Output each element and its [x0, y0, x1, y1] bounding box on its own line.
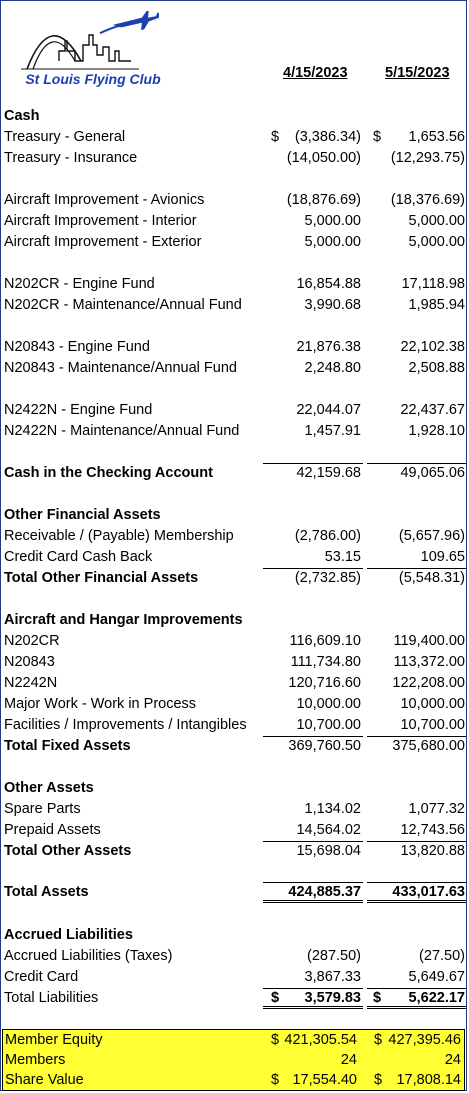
table-row — [1, 190, 468, 211]
subtotal-line — [367, 463, 466, 464]
table-row — [1, 967, 468, 988]
value-col-2: 1,653.56 — [408, 129, 465, 145]
value-col-2: (5,548.31) — [398, 570, 465, 586]
table-row — [1, 631, 468, 652]
value-col-2: 122,208.00 — [392, 675, 465, 691]
arch-skyline-icon — [19, 11, 159, 73]
subtotal-line — [367, 882, 466, 883]
value-col-1: 16,854.88 — [296, 276, 361, 292]
row-label: N2422N - Maintenance/Annual Fund — [4, 423, 240, 439]
value-col-1: 5,000.00 — [304, 213, 361, 229]
subtotal-line — [263, 882, 363, 883]
subtotal-line — [263, 463, 363, 464]
value-col-1: 424,885.37 — [288, 884, 361, 900]
value-col-1: (3,386.34) — [294, 129, 361, 145]
row-label: Accrued Liabilities (Taxes) — [4, 948, 173, 964]
value-col-2: (12,293.75) — [390, 150, 465, 166]
table-row — [1, 127, 468, 148]
value-col-2: (18,376.69) — [390, 192, 465, 208]
row-label: Aircraft Improvement - Avionics — [4, 192, 205, 208]
table-row — [1, 778, 468, 799]
row-label: Other Financial Assets — [4, 507, 161, 523]
value-col-2: 5,000.00 — [408, 234, 465, 250]
table-row — [1, 841, 468, 862]
value-col-2: 427,395.46 — [388, 1032, 461, 1048]
total-double-line — [367, 1006, 466, 1009]
value-col-2: 1,985.94 — [408, 297, 465, 313]
value-col-1: (2,732.85) — [294, 570, 361, 586]
row-label: Total Liabilities — [4, 990, 99, 1006]
row-label: Member Equity — [5, 1032, 103, 1048]
value-col-2: 10,000.00 — [400, 696, 465, 712]
currency-symbol: $ — [373, 990, 382, 1006]
row-label: Major Work - Work in Process — [4, 696, 197, 712]
value-col-1: 17,554.40 — [292, 1072, 357, 1088]
table-row — [1, 799, 468, 820]
value-col-2: 109.65 — [420, 549, 465, 565]
value-col-2: 119,400.00 — [393, 633, 465, 649]
club-logo — [19, 11, 159, 91]
row-label: Aircraft Improvement - Interior — [4, 213, 197, 229]
value-col-2: 5,000.00 — [408, 213, 465, 229]
table-row — [1, 925, 468, 946]
airplane-logo-icon — [98, 11, 159, 37]
value-col-1: (2,786.00) — [294, 528, 361, 544]
table-row — [3, 1030, 464, 1050]
table-row — [1, 148, 468, 169]
row-label: Share Value — [5, 1072, 84, 1088]
table-row — [1, 715, 468, 736]
total-double-line — [263, 1006, 363, 1009]
currency-symbol: $ — [271, 129, 280, 145]
table-row — [1, 568, 468, 589]
value-col-1: 42,159.68 — [296, 465, 361, 481]
value-col-1: 10,700.00 — [296, 717, 361, 733]
value-col-2: 10,700.00 — [400, 717, 465, 733]
table-row — [1, 232, 468, 253]
table-row — [1, 610, 468, 631]
table-row — [1, 400, 468, 421]
table-row — [1, 463, 468, 484]
row-label: N20843 - Engine Fund — [4, 339, 150, 355]
row-label: Spare Parts — [4, 801, 81, 817]
row-label: Total Other Financial Assets — [4, 570, 199, 586]
table-row — [1, 505, 468, 526]
value-col-1: 111,734.80 — [290, 654, 361, 670]
value-col-2: 22,437.67 — [400, 402, 465, 418]
table-row — [1, 547, 468, 568]
subtotal-line — [367, 736, 466, 737]
table-row — [3, 1050, 464, 1070]
value-col-1: 2,248.80 — [304, 360, 361, 376]
value-col-2: 1,928.10 — [408, 423, 465, 439]
value-col-2: 1,077.32 — [408, 801, 465, 817]
currency-symbol: $ — [373, 129, 382, 145]
table-row — [1, 421, 468, 442]
value-col-1: 3,579.83 — [304, 990, 361, 1006]
row-label: Aircraft Improvement - Exterior — [4, 234, 202, 250]
row-label: Receivable / (Payable) Membership — [4, 528, 234, 544]
table-row — [1, 652, 468, 673]
row-label: N202CR - Maintenance/Annual Fund — [4, 297, 242, 313]
table-row — [1, 820, 468, 841]
value-col-1: 120,716.60 — [288, 675, 361, 691]
value-col-1: (14,050.00) — [286, 150, 361, 166]
column-header-2: 5/15/2023 — [385, 65, 450, 81]
subtotal-line — [367, 841, 466, 842]
column-header-1: 4/15/2023 — [283, 65, 348, 81]
table-row — [1, 988, 468, 1009]
subtotal-line — [263, 568, 363, 569]
row-label: Credit Card — [4, 969, 79, 985]
value-col-1: 21,876.38 — [296, 339, 361, 355]
value-col-2: 17,808.14 — [396, 1072, 461, 1088]
value-col-2: (27.50) — [419, 948, 465, 964]
total-double-line — [263, 900, 363, 903]
currency-symbol: $ — [271, 990, 280, 1006]
value-col-1: (18,876.69) — [286, 192, 361, 208]
value-col-1: 421,305.54 — [284, 1032, 357, 1048]
value-col-2: 13,820.88 — [400, 843, 465, 859]
value-col-2: 113,372.00 — [393, 654, 465, 670]
row-label: Credit Card Cash Back — [4, 549, 153, 565]
row-label: N202CR - Engine Fund — [4, 276, 155, 292]
row-label: N20843 — [4, 654, 55, 670]
currency-symbol: $ — [374, 1072, 383, 1088]
value-col-2: 12,743.56 — [400, 822, 465, 838]
value-col-2: 5,649.67 — [408, 969, 465, 985]
value-col-1: 24 — [340, 1052, 357, 1068]
row-label: Cash in the Checking Account — [4, 465, 213, 481]
subtotal-line — [263, 736, 363, 737]
currency-symbol: $ — [271, 1072, 280, 1088]
value-col-1: 5,000.00 — [304, 234, 361, 250]
value-col-2: 375,680.00 — [392, 738, 465, 754]
row-label: Facilities / Improvements / Intangibles — [4, 717, 247, 733]
value-col-1: 10,000.00 — [296, 696, 361, 712]
value-col-2: 22,102.38 — [400, 339, 465, 355]
row-label: Total Other Assets — [4, 843, 132, 859]
value-col-2: (5,657.96) — [398, 528, 465, 544]
currency-symbol: $ — [374, 1032, 383, 1048]
table-row — [1, 736, 468, 757]
member-equity-block — [2, 1029, 465, 1091]
row-label: Cash — [4, 108, 40, 124]
table-row — [1, 358, 468, 379]
table-row — [1, 337, 468, 358]
table-row — [1, 694, 468, 715]
value-col-1: 3,867.33 — [304, 969, 361, 985]
value-col-1: 14,564.02 — [296, 822, 361, 838]
row-label: Total Fixed Assets — [4, 738, 131, 754]
value-col-1: 1,134.02 — [304, 801, 361, 817]
table-row — [3, 1070, 464, 1090]
row-label: Total Assets — [4, 884, 89, 900]
value-col-1: 3,990.68 — [304, 297, 361, 313]
row-label: Prepaid Assets — [4, 822, 101, 838]
row-label: Treasury - Insurance — [4, 150, 138, 166]
subtotal-line — [367, 568, 466, 569]
value-col-1: 53.15 — [324, 549, 361, 565]
logo-text: St Louis Flying Club — [25, 71, 161, 87]
value-col-1: 1,457.91 — [304, 423, 361, 439]
table-row — [1, 882, 468, 903]
value-col-1: 116,609.10 — [289, 633, 361, 649]
value-col-1: (287.50) — [306, 948, 361, 964]
table-row — [1, 274, 468, 295]
row-label: Treasury - General — [4, 129, 126, 145]
subtotal-line — [263, 841, 363, 842]
row-label: N2422N - Engine Fund — [4, 402, 153, 418]
total-double-line — [367, 900, 466, 903]
value-col-2: 433,017.63 — [392, 884, 465, 900]
value-col-2: 49,065.06 — [400, 465, 465, 481]
row-label: Other Assets — [4, 780, 94, 796]
row-label: Members — [5, 1052, 66, 1068]
value-col-2: 5,622.17 — [408, 990, 465, 1006]
row-label: Aircraft and Hangar Improvements — [4, 612, 243, 628]
table-row — [1, 946, 468, 967]
subtotal-line — [263, 988, 363, 989]
value-col-1: 15,698.04 — [296, 843, 361, 859]
value-col-2: 2,508.88 — [408, 360, 465, 376]
table-row — [1, 295, 468, 316]
row-label: N2242N — [4, 675, 58, 691]
value-col-1: 22,044.07 — [296, 402, 361, 418]
table-row — [1, 211, 468, 232]
subtotal-line — [367, 988, 466, 989]
value-col-1: 369,760.50 — [288, 738, 361, 754]
row-label: N202CR — [4, 633, 60, 649]
row-label: N20843 - Maintenance/Annual Fund — [4, 360, 237, 376]
table-row — [1, 673, 468, 694]
table-row — [1, 526, 468, 547]
row-label: Accrued Liabilities — [4, 927, 133, 943]
table-row — [1, 106, 468, 127]
value-col-2: 24 — [444, 1052, 461, 1068]
value-col-2: 17,118.98 — [401, 276, 465, 292]
currency-symbol: $ — [271, 1032, 280, 1048]
